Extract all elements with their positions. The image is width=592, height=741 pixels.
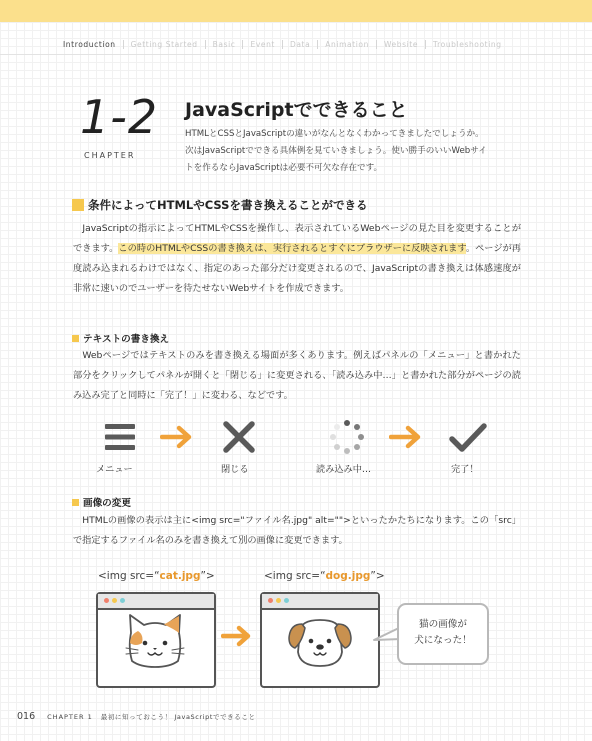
- label-close: 閉じる: [221, 464, 249, 475]
- chapter-title: JavaScriptでできること: [185, 99, 408, 121]
- label-loading: 読み込み中…: [316, 464, 372, 475]
- nav-item-troubleshooting[interactable]: Troubleshooting: [433, 40, 502, 49]
- image-change-body: HTMLの画像の表示は主に<img src="ファイル名.jpg" alt="">といったかたちになります。この「src」で指定するファイル名のみを書き換えて別の画像に変更できます。: [73, 515, 522, 546]
- code-prefix: <img src=“: [98, 570, 160, 582]
- section-heading: [72, 197, 367, 213]
- footer-title: 最初に知っておこう！ JavaScriptでできること: [100, 713, 256, 721]
- bubble-text-line: 猫の画像が: [419, 619, 467, 630]
- cat-face-icon: [124, 613, 186, 669]
- browser-dot-icon: [276, 598, 281, 603]
- heading-square-icon: [72, 199, 84, 211]
- code-value-dog: dog.jpg: [325, 570, 371, 582]
- chapter-intro-line: 次はJavaScriptでできる具体例を見ていきましょう。使い勝手のいいWebサイ: [185, 146, 487, 156]
- label-done: 完了！: [451, 464, 479, 475]
- nav-item-animation[interactable]: Animation: [318, 40, 377, 49]
- paragraph-text-rest: 。ページが再度読み込まれるわけではなく、指定のあった部分だけ変更されるので、JavaScriptの書き換えは体感速度が非常に速いのでユーザーを待たせないWebサイトを作成できます。: [73, 243, 521, 294]
- nav-item-introduction[interactable]: Introduction: [63, 40, 124, 49]
- browser-dot-icon: [112, 598, 117, 603]
- subheading-square-icon: [72, 499, 79, 506]
- page-footer: [17, 711, 256, 722]
- code-suffix: ”>: [200, 570, 215, 582]
- code-value-cat: cat.jpg: [159, 570, 201, 582]
- menu-icon: [104, 421, 136, 453]
- browser-dot-icon: [104, 598, 109, 603]
- subheading-square-icon: [72, 335, 79, 342]
- speech-bubble: [397, 603, 489, 665]
- nav-item-website[interactable]: Website: [377, 40, 426, 49]
- code-label-cat: [98, 570, 215, 582]
- nav-item-getting-started[interactable]: Getting Started: [124, 40, 206, 49]
- page-number: 016: [17, 711, 36, 722]
- nav-item-basic[interactable]: Basic: [206, 40, 244, 49]
- arrow-right-icon: [160, 425, 194, 449]
- image-change-paragraph: [73, 511, 521, 551]
- section-heading-text: 条件によってHTMLやCSSを書き換えることができる: [88, 198, 368, 212]
- browser-title-bar: [98, 594, 214, 610]
- paragraph-text: JavaScriptの指示によってHTMLやCSSを操作し、表示されているWebページの見た目を変更することができます。: [73, 223, 522, 254]
- arrow-right-icon: [389, 425, 423, 449]
- nav-item-event[interactable]: Event: [243, 40, 283, 49]
- browser-dot-icon: [120, 598, 125, 603]
- subheading-text: テキストの書き換え: [83, 334, 170, 345]
- code-suffix: ”>: [370, 570, 385, 582]
- chapter-intro-line: HTMLとCSSとJavaScriptの違いがなんとなくわかってきましたでしょうか。: [185, 129, 484, 139]
- footer-chapter: CHAPTER 1: [47, 712, 93, 721]
- bubble-text-line: 犬になった！: [414, 635, 472, 646]
- text-change-body: Webページではテキストのみを書き換える場面が多くあります。例えばパネルの「メニュー」と書かれた部分をクリックしてパネルが開くと「閉じる」に変更される、「読み込み中…」と書かれた部分がページの読み込み完了と同時に「完了！」に変わる、などです。: [73, 350, 521, 401]
- text-change-illustration: [0, 418, 592, 482]
- code-label-dog: [264, 570, 385, 582]
- subheading-text: 画像の変更: [83, 498, 131, 509]
- subheading-image-change: [72, 495, 131, 509]
- loading-spinner-icon: [329, 419, 365, 455]
- browser-window-dog: [260, 592, 380, 688]
- subheading-text-change: [72, 331, 169, 345]
- arrow-right-icon: [221, 625, 253, 647]
- chapter-label: CHAPTER: [84, 151, 136, 160]
- code-prefix: <img src=“: [264, 570, 326, 582]
- browser-dot-icon: [268, 598, 273, 603]
- nav-item-data[interactable]: Data: [283, 40, 318, 49]
- checkmark-icon: [448, 422, 488, 454]
- chapter-intro-line: トを作るならJavaScriptは必要不可欠な存在です。: [185, 163, 383, 173]
- label-menu: メニュー: [96, 464, 133, 475]
- top-color-band: [0, 0, 592, 22]
- browser-dot-icon: [284, 598, 289, 603]
- close-icon: [222, 420, 256, 454]
- chapter-nav: [0, 38, 592, 55]
- browser-title-bar: [262, 594, 378, 610]
- chapter-number: 1-2: [80, 90, 159, 144]
- section-paragraph: [73, 219, 521, 299]
- highlighted-text: この時のHTMLやCSSの書き換えは、実行されるとすぐにブラウザーに反映されます: [118, 243, 466, 254]
- browser-window-cat: [96, 592, 216, 688]
- chapter-intro: [185, 126, 525, 177]
- text-change-paragraph: [73, 346, 521, 406]
- dog-face-icon: [286, 614, 354, 670]
